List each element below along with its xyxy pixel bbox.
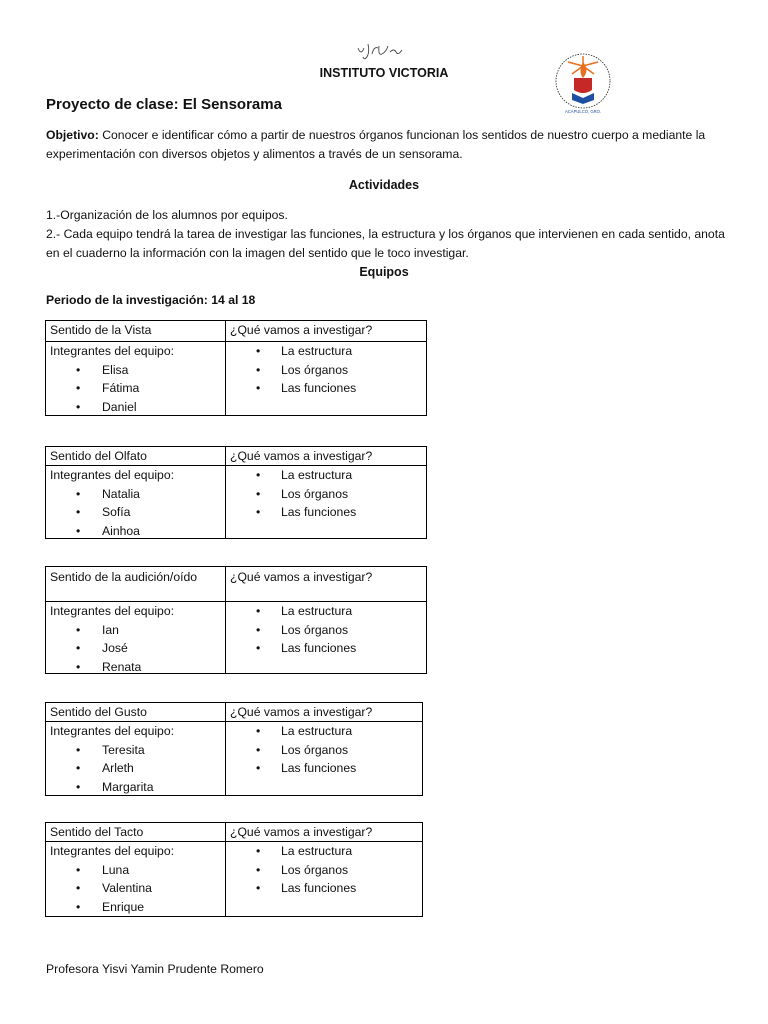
team-table-tacto xyxy=(45,822,423,917)
sense-name: Sentido del Gusto xyxy=(46,703,226,721)
member-item: • Margarita xyxy=(50,778,221,797)
question-header: ¿Qué vamos a investigar? xyxy=(230,449,373,463)
question-header: ¿Qué vamos a investigar? xyxy=(230,825,373,839)
activity-item: 2.- Cada equipo tendrá la tarea de investigar las funciones, la estructura y los órganos que intervienen en cada sentido, anota en el cuaderno la información con la imagen del sentido que le toco investigar. xyxy=(46,227,725,260)
topic-item: • Los órganos xyxy=(230,621,422,640)
topics-cell xyxy=(226,602,426,673)
topic-item: • Las funciones xyxy=(230,759,418,778)
members-cell xyxy=(46,342,226,415)
team-table-gusto xyxy=(45,702,423,796)
topics-list xyxy=(230,466,422,522)
sense-name: Sentido de la audición/oído xyxy=(46,567,226,601)
institute-logo xyxy=(548,48,618,118)
topic-item: • La estructura xyxy=(230,466,422,485)
team-table-audicion xyxy=(45,566,427,674)
topic-item: • Las funciones xyxy=(230,379,422,398)
objective-text: Conocer e identificar cómo a partir de nuestros órganos funcionan los sentidos de nuestro cuerpo a mediante la experimentación con diversos objetos y alimentos a través de un sensorama. xyxy=(46,128,706,161)
topics-list xyxy=(230,602,422,658)
member-item: • Ian xyxy=(50,621,221,640)
topic-item: • Los órganos xyxy=(230,361,422,380)
members-cell xyxy=(46,722,226,795)
members-list xyxy=(50,361,221,417)
members-label: Integrantes del equipo: xyxy=(50,344,174,358)
member-item: • Teresita xyxy=(50,741,221,760)
topic-item: • Los órganos xyxy=(230,861,418,880)
member-item: • José xyxy=(50,639,221,658)
members-cell xyxy=(46,602,226,673)
objective-label: Objetivo: xyxy=(46,128,99,142)
investigation-period: Periodo de la investigación: 14 al 18 xyxy=(46,293,256,307)
member-item: • Renata xyxy=(50,658,221,677)
sense-name: Sentido del Tacto xyxy=(46,823,226,841)
activity-item: 1.-Organización de los alumnos por equipos. xyxy=(46,208,288,222)
topic-item: • Los órganos xyxy=(230,741,418,760)
topic-item: • Las funciones xyxy=(230,879,418,898)
topics-cell xyxy=(226,342,426,415)
members-list xyxy=(50,741,221,797)
topic-item: • Las funciones xyxy=(230,503,422,522)
topics-list xyxy=(230,842,418,898)
topic-item: • La estructura xyxy=(230,842,418,861)
activities-heading: Actividades xyxy=(348,178,420,192)
team-table-vista xyxy=(45,320,427,416)
member-item: • Daniel xyxy=(50,398,221,417)
teacher-name: Profesora Yisvi Yamin Prudente Romero xyxy=(46,962,264,976)
members-label: Integrantes del equipo: xyxy=(50,468,174,482)
members-label: Integrantes del equipo: xyxy=(50,844,174,858)
topic-item: • Las funciones xyxy=(230,639,422,658)
topic-item: • La estructura xyxy=(230,602,422,621)
topic-item: • La estructura xyxy=(230,722,418,741)
members-list xyxy=(50,861,221,917)
topic-item: • La estructura xyxy=(230,342,422,361)
sense-name: Sentido de la Vista xyxy=(46,321,226,341)
member-item: • Arleth xyxy=(50,759,221,778)
topics-list xyxy=(230,342,422,398)
objective-paragraph xyxy=(46,126,726,164)
svg-text:ACAPULCO, GRO.: ACAPULCO, GRO. xyxy=(564,109,602,114)
topics-cell xyxy=(226,722,422,795)
topic-item: • Los órganos xyxy=(230,485,422,504)
member-item: • Elisa xyxy=(50,361,221,380)
members-cell xyxy=(46,466,226,538)
member-item: • Enrique xyxy=(50,898,221,917)
members-label: Integrantes del equipo: xyxy=(50,604,174,618)
question-header: ¿Qué vamos a investigar? xyxy=(230,323,373,337)
team-table-olfato xyxy=(45,446,427,539)
members-label: Integrantes del equipo: xyxy=(50,724,174,738)
members-list xyxy=(50,621,221,677)
topics-cell xyxy=(226,842,422,916)
topics-list xyxy=(230,722,418,778)
member-item: • Fátima xyxy=(50,379,221,398)
member-item: • Valentina xyxy=(50,879,221,898)
member-item: • Sofía xyxy=(50,503,221,522)
members-cell xyxy=(46,842,226,916)
sense-name: Sentido del Olfato xyxy=(46,447,226,465)
members-list xyxy=(50,485,221,541)
member-item: • Luna xyxy=(50,861,221,880)
institute-name: INSTITUTO VICTORIA xyxy=(319,66,449,80)
question-header: ¿Qué vamos a investigar? xyxy=(230,705,373,719)
teams-heading: Equipos xyxy=(359,265,409,279)
question-header: ¿Qué vamos a investigar? xyxy=(230,570,373,584)
page-title: Proyecto de clase: El Sensorama xyxy=(46,96,282,113)
signature-mark xyxy=(352,40,412,62)
member-item: • Natalia xyxy=(50,485,221,504)
topics-cell xyxy=(226,466,426,538)
member-item: • Ainhoa xyxy=(50,522,221,541)
